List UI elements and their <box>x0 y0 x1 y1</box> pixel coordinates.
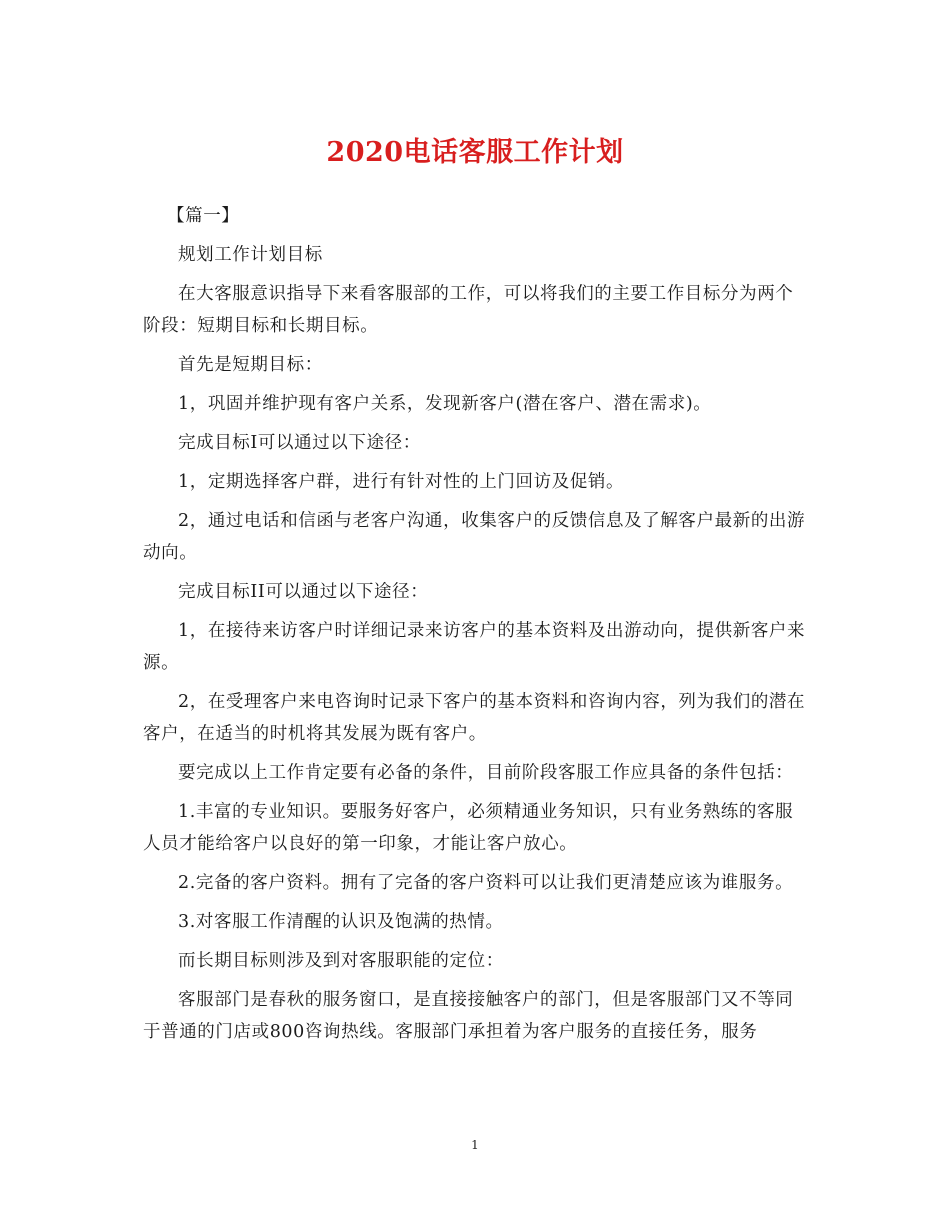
section-heading: 【篇一】 <box>167 206 240 226</box>
paragraph: 客服部门是春秋的服务窗口，是直接接触客户的部门，但是客服部门又不等同于普通的门店或800咨询热线。客服部门承担着为客户服务的直接任务，服务 <box>143 990 794 1042</box>
paragraph: 1，定期选择客户群，进行有针对性的上门回访及促销。 <box>178 472 625 492</box>
page-number: 1 <box>471 1138 479 1152</box>
paragraph: 要完成以上工作肯定要有必备的条件，目前阶段客服工作应具备的条件包括： <box>178 763 794 783</box>
paragraph: 3.对客服工作清醒的认识及饱满的热情。 <box>178 912 504 932</box>
paragraph: 规划工作计划目标 <box>178 245 323 265</box>
paragraph: 在大客服意识指导下来看客服部的工作，可以将我们的主要工作目标分为两个阶段：短期目标和长期目标。 <box>143 284 794 336</box>
paragraph: 2.完备的客户资料。拥有了完备的客户资料可以让我们更清楚应该为谁服务。 <box>178 873 794 893</box>
paragraph: 完成目标II可以通过以下途径： <box>178 582 429 602</box>
document-title: 2020电话客服工作计划 <box>326 137 624 168</box>
paragraph: 首先是短期目标： <box>178 355 323 375</box>
paragraph: 1，在接待来访客户时详细记录来访客户的基本资料及出游动向，提供新客户来源。 <box>143 621 806 673</box>
paragraph: 1，巩固并维护现有客户关系，发现新客户(潜在客户、潜在需求)。 <box>178 394 712 414</box>
paragraph: 1.丰富的专业知识。要服务好客户，必须精通业务知识，只有业务熟练的客服人员才能给客户以良好的第一印象，才能让客户放心。 <box>143 802 794 854</box>
document-body <box>143 200 807 1055</box>
paragraph: 完成目标I可以通过以下途径： <box>178 433 421 453</box>
paragraph: 2，通过电话和信函与老客户沟通，收集客户的反馈信息及了解客户最新的出游动向。 <box>143 511 806 563</box>
paragraph: 2，在受理客户来电咨询时记录下客户的基本资料和咨询内容，列为我们的潜在客户，在适当的时机将其发展为既有客户。 <box>143 692 806 744</box>
paragraph: 而长期目标则涉及到对客服职能的定位： <box>178 951 504 971</box>
